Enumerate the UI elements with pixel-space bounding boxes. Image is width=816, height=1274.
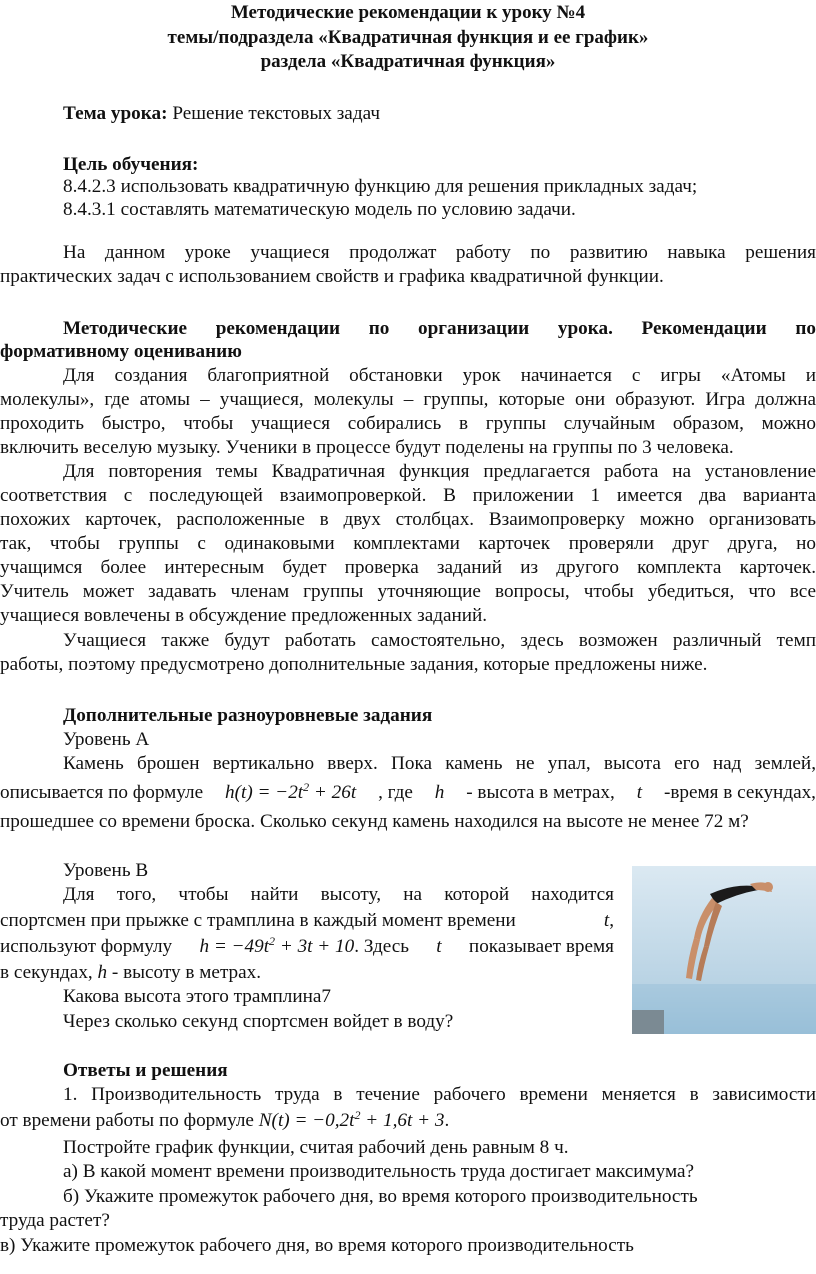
answers-text: . bbox=[444, 1110, 450, 1131]
methods-p1-line: включить веселую музыку. Ученики в процессе будут поделены на группы по 3 человека. bbox=[0, 437, 734, 458]
level-b-question-2: Через сколько секунд спортсмен войдет в воду? bbox=[63, 1011, 454, 1032]
methods-p2-line: так, чтобы группы с одинаковыми комплектами карточек проверяли друг друга, но bbox=[0, 533, 816, 554]
level-b-line-4 bbox=[0, 962, 261, 984]
level-b-title: Уровень В bbox=[63, 860, 149, 881]
answers-question-b: б) Укажите промежуток рабочего дня, во время которого производительность bbox=[63, 1186, 698, 1207]
methods-p2-line: Для повторения темы Квадратичная функция предлагается работа на установление bbox=[63, 461, 816, 482]
doc-title-line2: темы/подраздела «Квадратичная функция и ее график» bbox=[167, 27, 649, 48]
level-a-line-1: Камень брошен вертикально вверх. Пока камень не упал, высота его над землей, bbox=[63, 753, 816, 774]
goal-item-1: 8.4.2.3 использовать квадратичную функцию для решения прикладных задач; bbox=[63, 176, 698, 197]
answers-line-1: 1. Производительность труда в течение рабочего времени меняется в зависимости bbox=[63, 1084, 816, 1105]
level-b-line-3 bbox=[0, 936, 614, 958]
intro-line-1: На данном уроке учащиеся продолжат работу по развитию навыка решения bbox=[63, 242, 816, 263]
level-a-text: - высота в метрах, bbox=[466, 782, 615, 803]
methods-p2-line: соответствия с последующей взаимопроверкой. В приложении 1 имеется два варианта bbox=[0, 485, 816, 506]
methods-p1-line: Для создания благоприятной обстановки урок начинается с игры «Атомы и bbox=[63, 365, 816, 386]
methods-p1-line: молекулы», где атомы – учащиеся, молекулы – группы, которые они образуют. Игра должна bbox=[0, 389, 816, 410]
level-b-question-1: Какова высота этого трамплина7 bbox=[63, 986, 331, 1007]
answers-line-2 bbox=[0, 1110, 449, 1132]
doc-title-line1: Методические рекомендации к уроку №4 bbox=[230, 2, 586, 23]
var-h: h bbox=[97, 962, 108, 983]
level-b-text: показывает время bbox=[468, 936, 614, 957]
diver-illustration bbox=[632, 866, 816, 1034]
formula-height-diver: $h = -49t^2 + 3t + 10$ bbox=[199, 934, 355, 957]
level-a-line-2 bbox=[0, 782, 816, 804]
level-a-text: -время в секундах, bbox=[663, 782, 816, 803]
answers-line-3: Постройте график функции, считая рабочий день равным 8 ч. bbox=[63, 1137, 569, 1158]
diving-platform bbox=[632, 1010, 664, 1034]
topic-value: Решение текстовых задач bbox=[167, 103, 380, 124]
methods-heading-line1: Методические рекомендации по организации урока. Рекомендации по bbox=[63, 318, 816, 339]
var-h: h bbox=[434, 782, 445, 803]
methods-p2-line: учащиеся вовлечены в обсуждение предложенных заданий. bbox=[0, 605, 488, 626]
methods-p2-line: учащимся более интересным будет проверка заданий из другого комплекта карточек. bbox=[0, 557, 816, 578]
methods-p3-line: Учащиеся также будут работать самостоятельно, здесь возможен различный темп bbox=[63, 630, 816, 651]
level-b-line-1: Для того, чтобы найти высоту, на которой находится bbox=[63, 884, 614, 905]
level-a-text: описывается по формуле bbox=[0, 782, 204, 803]
var-t: t bbox=[636, 782, 643, 803]
extra-tasks-heading: Дополнительные разноуровневые задания bbox=[63, 705, 433, 726]
level-b-text: спортсмен при прыжке с трамплина в каждый момент времени bbox=[0, 910, 516, 931]
doc-title-line3: раздела «Квадратичная функция» bbox=[260, 51, 556, 72]
lesson-topic bbox=[63, 103, 380, 125]
methods-heading-line2: формативному оцениванию bbox=[0, 341, 242, 362]
goal-item-2: 8.4.3.1 составлять математическую модель по условию задачи. bbox=[63, 199, 576, 220]
level-b-line-2 bbox=[0, 910, 614, 932]
answers-question-b-cont: труда растет? bbox=[0, 1210, 110, 1231]
level-a-text: , где bbox=[378, 782, 413, 803]
level-b-text: , bbox=[609, 910, 614, 931]
level-b-text: - высоту в метрах. bbox=[111, 962, 262, 983]
level-b-text: . Здесь bbox=[354, 936, 410, 957]
level-b-text: в секундах, bbox=[0, 962, 93, 983]
intro-line-2: практических задач с использованием свойств и графика квадратичной функции. bbox=[0, 266, 664, 287]
methods-p2-line: похожих карточек, расположенные в двух столбцах. Взаимопроверку можно организовать bbox=[0, 509, 816, 530]
formula-height-stone: $h(t) = -2t^2 + 26t$ bbox=[225, 780, 357, 803]
methods-p2-line: Учитель может задавать членам группы уточняющие вопросы, чтобы убедиться, что все bbox=[0, 581, 816, 602]
diver-photo bbox=[632, 866, 816, 1034]
answers-heading: Ответы и решения bbox=[63, 1060, 228, 1081]
level-b-text: используют формулу bbox=[0, 936, 173, 957]
answers-question-c: в) Укажите промежуток рабочего дня, во время которого производительность bbox=[0, 1235, 634, 1256]
goal-label: Цель обучения: bbox=[63, 154, 199, 175]
answers-question-a: а) В какой момент времени производительность труда достигает максимума? bbox=[63, 1161, 695, 1182]
var-t: t bbox=[436, 936, 442, 957]
level-a-line-3: прошедшее со времени броска. Сколько секунд камень находился на высоте не менее 72 м? bbox=[0, 811, 749, 832]
methods-p1-line: проходить быстро, чтобы учащиеся собирались в группы случайным образом, можно bbox=[0, 413, 816, 434]
methods-p3-line: работы, поэтому предусмотрено дополнительные задания, которые предложены ниже. bbox=[0, 654, 708, 675]
var-t: t bbox=[603, 910, 610, 931]
answers-text: от времени работы по формуле bbox=[0, 1110, 254, 1131]
topic-label: Тема урока: bbox=[63, 103, 168, 124]
level-a-title: Уровень А bbox=[63, 729, 150, 750]
formula-productivity: $N(t) = -0,2t^2 + 1,6t + 3$ bbox=[258, 1108, 445, 1131]
